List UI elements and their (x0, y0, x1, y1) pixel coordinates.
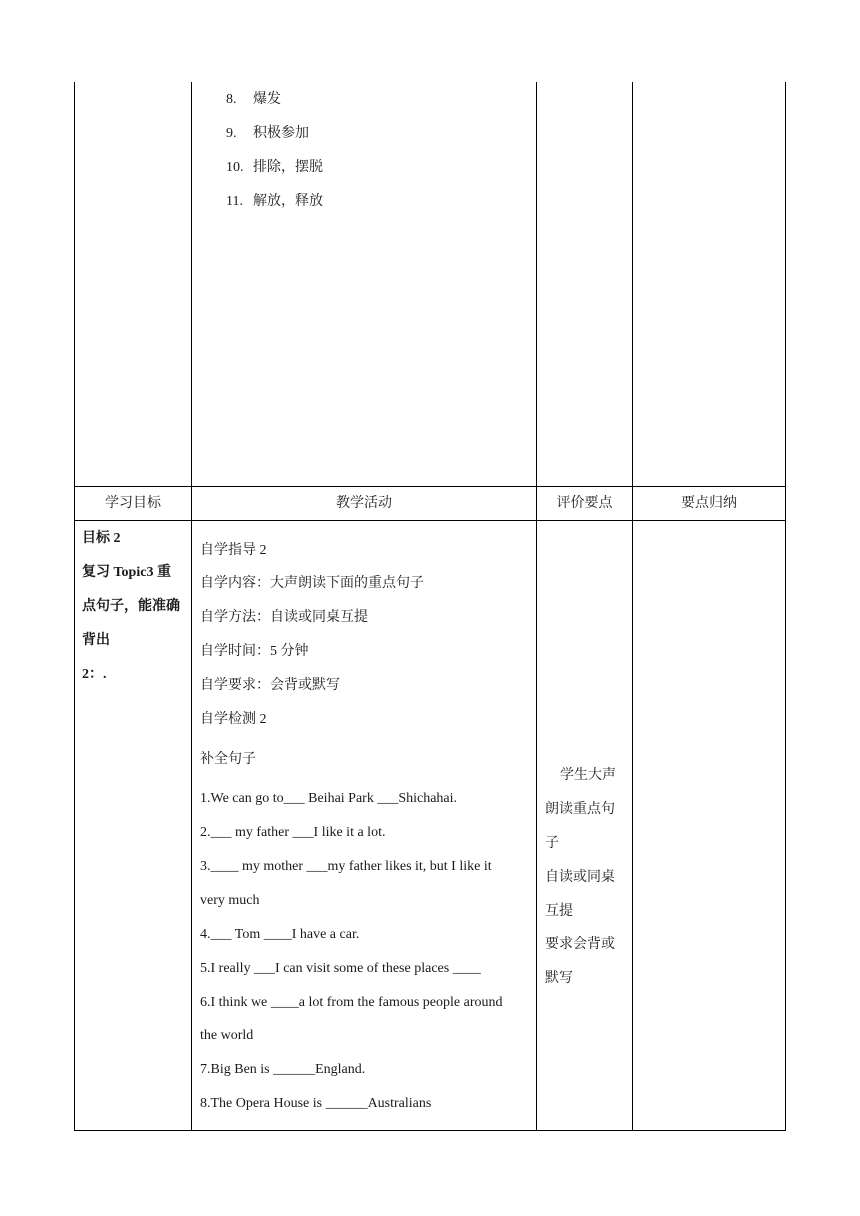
header-key-summary: 要点归纳 (681, 496, 737, 511)
list-item-number: 8. (226, 92, 237, 107)
sentence-line: 7.Big Ben is ______England. (200, 1062, 366, 1077)
list-item-text: 解放，释放 (253, 194, 323, 209)
sentence-line: 6.I think we ____a lot from the famous people around (200, 995, 503, 1010)
check-title: 自学检测 2 (200, 712, 267, 727)
list-item-number: 10. (226, 160, 244, 175)
evaluation-line: 默写 (545, 971, 573, 986)
evaluation-line: 自读或同桌 (545, 870, 615, 885)
list-item-text: 爆发 (253, 92, 281, 107)
evaluation-line: 学生大声 (560, 768, 616, 783)
table-right-border (785, 82, 786, 1131)
header-top-rule (74, 486, 786, 487)
table-col-divider-3 (632, 82, 633, 1131)
header-evaluation-points: 评价要点 (556, 496, 613, 511)
list-item-number: 11. (226, 194, 243, 209)
guide-title: 自学指导 2 (200, 543, 267, 558)
complete-title: 补全句子 (200, 752, 256, 767)
header-learning-objective: 学习目标 (105, 496, 161, 511)
sentence-line: 5.I really ___I can visit some of these places ____ (200, 961, 481, 976)
sentence-line: 2.___ my father ___I like it a lot. (200, 825, 386, 840)
list-item-text: 积极参加 (253, 126, 309, 141)
objective-line: 点句子，能准确 (82, 599, 180, 614)
sentence-line: the world (200, 1028, 254, 1043)
table-bottom-border (74, 1130, 786, 1131)
objective-line: 2：. (82, 667, 107, 682)
objective-line: 复习 Topic3 重 (82, 565, 171, 580)
study-method: 自学方法：自读或同桌互提 (200, 610, 368, 625)
table-left-border (74, 82, 75, 1131)
evaluation-line: 互提 (545, 904, 573, 919)
evaluation-line: 要求会背或 (545, 937, 615, 952)
study-requirement: 自学要求：会背或默写 (200, 678, 340, 693)
study-time: 自学时间：5 分钟 (200, 644, 309, 659)
header-bottom-rule (74, 520, 786, 521)
objective-line: 目标 2 (82, 531, 121, 546)
evaluation-line: 朗读重点句 (545, 802, 615, 817)
list-item-text: 排除，摆脱 (253, 160, 323, 175)
sentence-line: 8.The Opera House is ______Australians (200, 1096, 432, 1111)
header-teaching-activity: 教学活动 (336, 496, 392, 511)
evaluation-line: 子 (545, 836, 559, 851)
table-col-divider-1 (191, 82, 192, 1131)
objective-line: 背出 (82, 633, 110, 648)
sentence-line: very much (200, 893, 260, 908)
table-col-divider-2 (536, 82, 537, 1131)
sentence-line: 1.We can go to___ Beihai Park ___Shichahai. (200, 791, 458, 806)
study-content: 自学内容：大声朗读下面的重点句子 (200, 576, 424, 591)
list-item-number: 9. (226, 126, 237, 141)
sentence-line: 4.___ Tom ____I have a car. (200, 927, 360, 942)
sentence-line: 3.____ my mother ___my father likes it, but I like it (200, 859, 492, 874)
